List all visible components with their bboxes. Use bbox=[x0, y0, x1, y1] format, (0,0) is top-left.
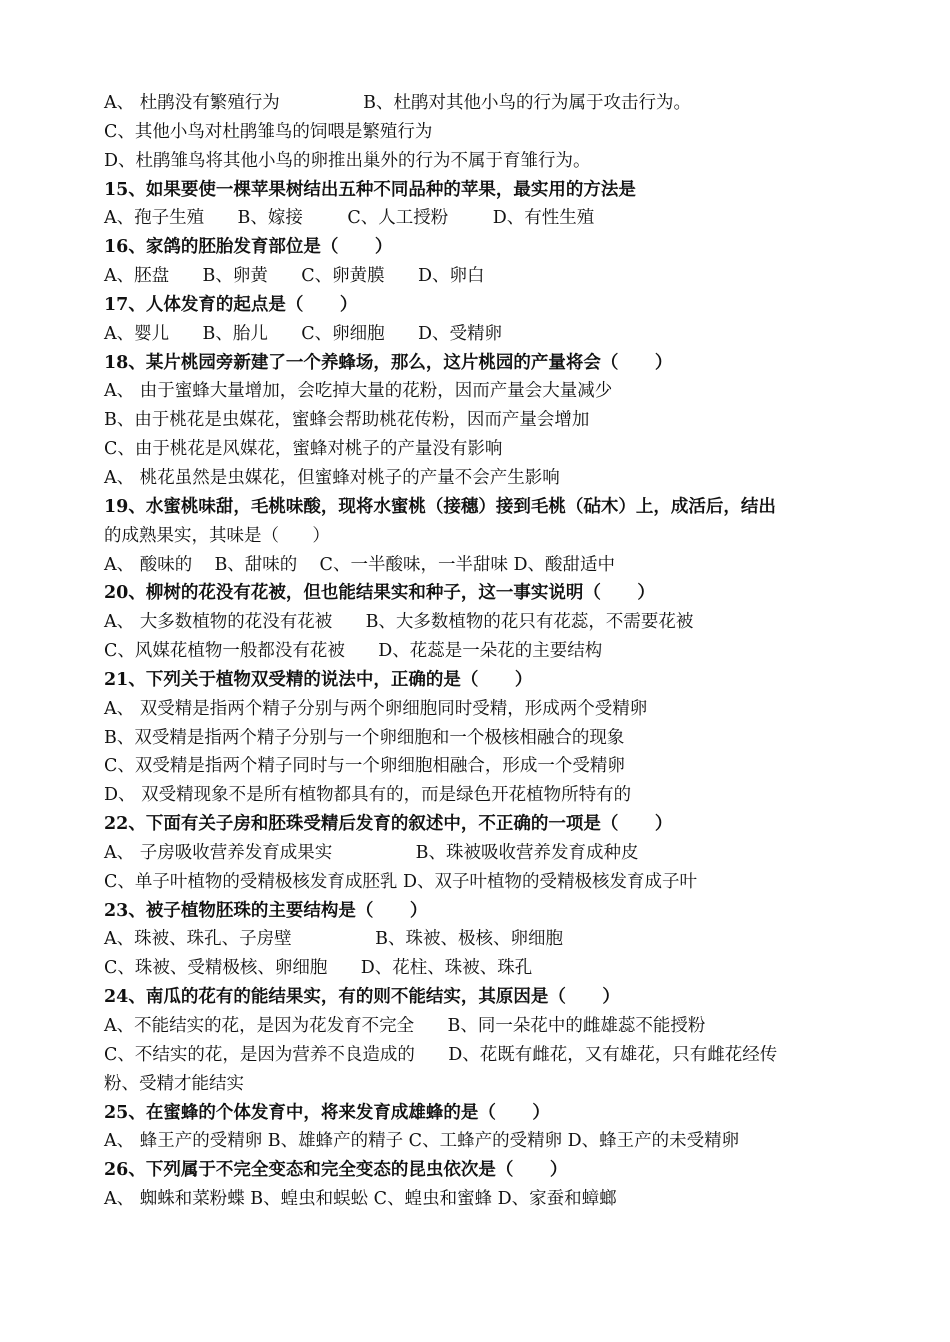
option-line: B、双受精是指两个精子分别与一个卵细胞和一个极核相融合的现象 bbox=[104, 727, 625, 748]
option-line: A、不能结实的花，是因为花发育不完全 B、同一朵花中的雌雄蕊不能授粉 bbox=[104, 1016, 706, 1036]
option-line: A、婴儿 B、胎儿 C、卵细胞 D、受精卵 bbox=[104, 323, 503, 344]
option-line: A、 由于蜜蜂大量增加，会吃掉大量的花粉，因而产量会大量减少 bbox=[104, 381, 613, 402]
question-stem: 19、水蜜桃味甜，毛桃味酸，现将水蜜桃（接穗）接到毛桃（砧木）上，成活后，结出 bbox=[104, 496, 776, 517]
option-line: A、孢子生殖 B、嫁接 C、人工授粉 D、有性生殖 bbox=[104, 208, 595, 229]
option-line: C、由于桃花是风媒花，蜜蜂对桃子的产量没有影响 bbox=[104, 439, 503, 460]
question-stem: 15、如果要使一棵苹果树结出五种不同品种的苹果，最实用的方法是 bbox=[104, 179, 636, 200]
question-stem: 25、在蜜蜂的个体发育中，将来发育成雄蜂的是（ ） bbox=[104, 1102, 550, 1123]
question-stem: 16、家鸽的胚胎发育部位是（ ） bbox=[104, 237, 393, 258]
option-line: A、 子房吸收营养发育成果实 B、珠被吸收营养发育成种皮 bbox=[104, 842, 639, 863]
option-line: A、 蜂王产的受精卵 B、雄蜂产的精子 C、工蜂产的受精卵 D、蜂王产的未受精卵 bbox=[104, 1131, 740, 1152]
option-line: C、不结实的花，是因为营养不良造成的 D、花既有雌花，又有雄花，只有雌花经传 bbox=[104, 1044, 778, 1065]
option-line: C、其他小鸟对杜鹃雏鸟的饲喂是繁殖行为 bbox=[104, 121, 433, 142]
option-line: D、杜鹃雏鸟将其他小鸟的卵推出巢外的行为不属于育雏行为。 bbox=[104, 150, 591, 171]
option-line: A、 双受精是指两个精子分别与两个卵细胞同时受精，形成两个受精卵 bbox=[104, 698, 648, 719]
question-stem: 22、下面有关子房和胚珠受精后发育的叙述中，不正确的一项是（ ） bbox=[104, 814, 673, 835]
option-line: A、 杜鹃没有繁殖行为 B、杜鹃对其他小鸟的行为属于攻击行为。 bbox=[104, 93, 691, 113]
option-line: 的成熟果实，其味是（ ） bbox=[104, 525, 330, 546]
option-line: A、 酸味的 B、甜味的 C、一半酸味，一半甜味 D、酸甜适中 bbox=[104, 554, 616, 575]
question-stem: 18、某片桃园旁新建了一个养蜂场，那么，这片桃园的产量将会（ ） bbox=[104, 352, 673, 373]
question-stem: 26、下列属于不完全变态和完全变态的昆虫依次是（ ） bbox=[104, 1160, 568, 1181]
question-stem: 24、南瓜的花有的能结果实，有的则不能结实，其原因是（ ） bbox=[104, 987, 620, 1008]
question-stem: 23、被子植物胚珠的主要结构是（ ） bbox=[104, 900, 428, 921]
option-line: B、由于桃花是虫媒花，蜜蜂会帮助桃花传粉，因而产量会增加 bbox=[104, 410, 590, 431]
option-line: C、双受精是指两个精子同时与一个卵细胞相融合，形成一个受精卵 bbox=[104, 756, 625, 777]
question-stem: 20、柳树的花没有花被，但也能结果实和种子，这一事实说明（ ） bbox=[104, 583, 655, 604]
option-line: A、 蜘蛛和菜粉蝶 B、蝗虫和蜈蚣 C、蝗虫和蜜蜂 D、家蚕和蟑螂 bbox=[104, 1189, 617, 1210]
option-line: C、风媒花植物一般都没有花被 D、花蕊是一朵花的主要结构 bbox=[104, 641, 603, 662]
option-line: A、胚盘 B、卵黄 C、卵黄膜 D、卵白 bbox=[104, 266, 485, 287]
option-line: A、 大多数植物的花没有花被 B、大多数植物的花只有花蕊，不需要花被 bbox=[104, 612, 694, 633]
option-line: A、 桃花虽然是虫媒花，但蜜蜂对桃子的产量不会产生影响 bbox=[104, 467, 560, 488]
question-stem: 17、人体发育的起点是（ ） bbox=[104, 294, 358, 315]
option-line: C、珠被、受精极核、卵细胞 D、花柱、珠被、珠孔 bbox=[104, 958, 533, 979]
option-line: A、珠被、珠孔、子房壁 B、珠被、极核、卵细胞 bbox=[104, 929, 563, 950]
option-line: C、单子叶植物的受精极核发育成胚乳 D、双子叶植物的受精极核发育成子叶 bbox=[104, 871, 697, 892]
document-page bbox=[104, 89, 854, 1214]
question-stem: 21、下列关于植物双受精的说法中，正确的是（ ） bbox=[104, 669, 533, 690]
option-line: D、 双受精现象不是所有植物都具有的，而是绿色开花植物所特有的 bbox=[104, 785, 632, 806]
option-line: 粉、受精才能结实 bbox=[104, 1073, 244, 1094]
